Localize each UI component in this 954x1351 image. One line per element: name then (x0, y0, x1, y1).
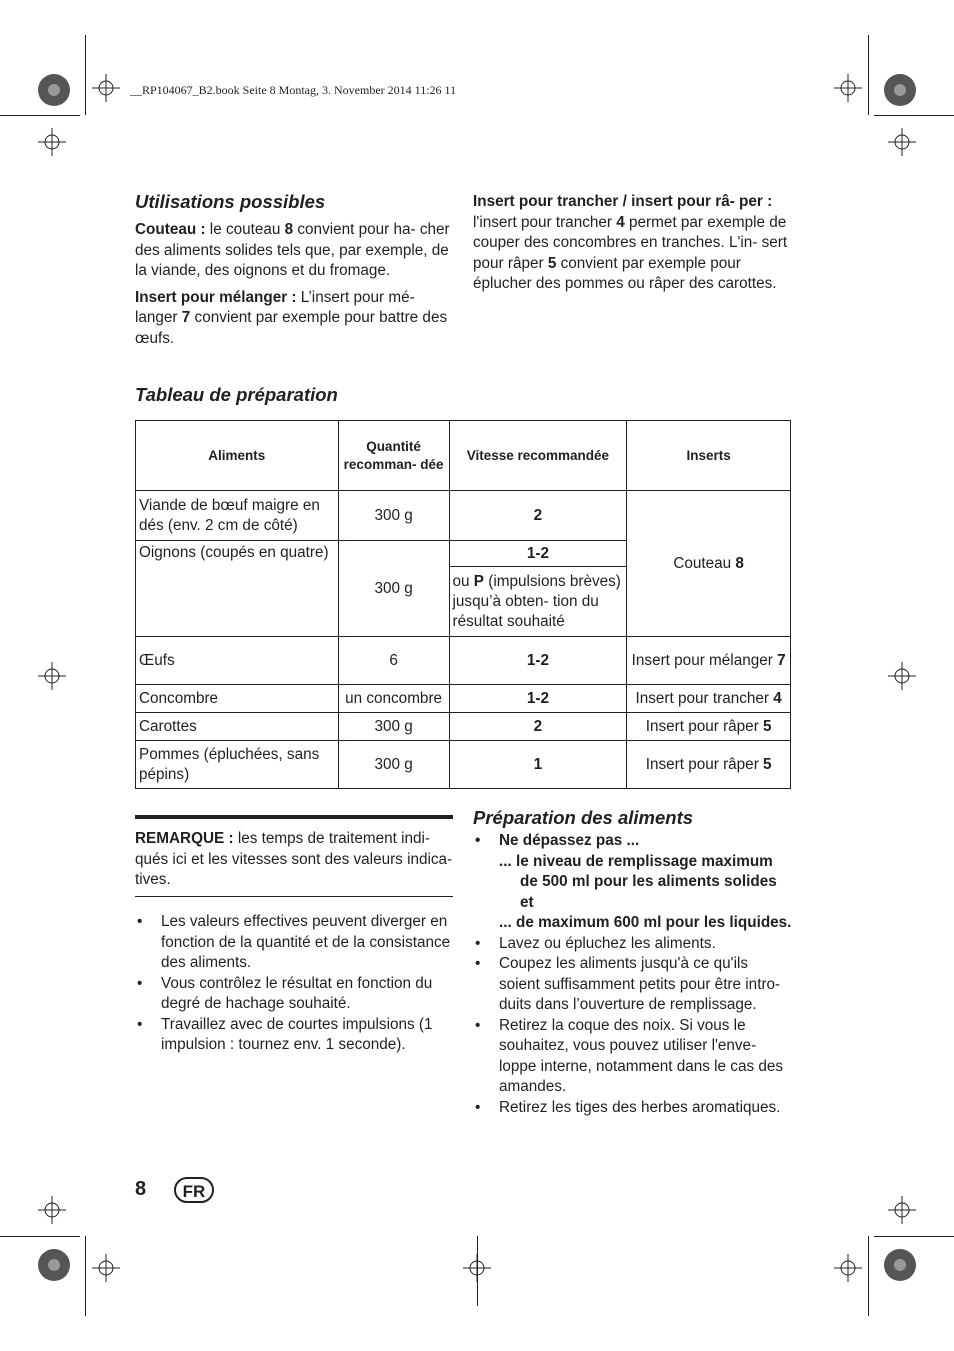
crosshair-icon (888, 662, 916, 690)
quantity-cell: 300 g (338, 491, 449, 541)
slicer-heading: Insert pour trancher / insert pour râ- per : (473, 193, 773, 210)
crosshair-icon (38, 1196, 66, 1224)
food-cell: Œufs (136, 637, 339, 685)
table-title: Tableau de préparation (135, 384, 338, 405)
header-food: Aliments (136, 421, 339, 491)
note-bullet-list (135, 912, 455, 1056)
registration-wheel-icon (36, 1247, 72, 1283)
warning-line: ... de maximum 600 ml pour les liquides. (499, 914, 792, 931)
page-number: 8 (135, 1178, 147, 1200)
crosshair-icon (38, 662, 66, 690)
preparation-table (135, 420, 791, 789)
table-row (136, 685, 791, 713)
insert-cell: Insert pour mélanger 7 (627, 637, 791, 685)
prep-section (473, 807, 793, 1118)
speed-cell: 1-2 (449, 637, 627, 685)
print-header: __RP104067_B2.book Seite 8 Montag, 3. November 2014 11:26 11 (130, 83, 457, 97)
crop-mark (874, 1236, 954, 1237)
note-box (135, 829, 453, 891)
table-header-row (136, 421, 791, 491)
knife-paragraph: Couteau : le couteau 8 convient pour ha- cher des aliments solides tels que, par exemple, de la viande, des oignons et du fromage. (135, 221, 450, 279)
table-row (136, 741, 791, 789)
registration-wheel-icon (882, 1247, 918, 1283)
speed-cell: 2 (449, 491, 627, 541)
list-item: • Lavez ou épluchez les aliments. (473, 934, 793, 955)
insert-cell: Insert pour râper 5 (627, 713, 791, 741)
quantity-cell: 6 (338, 637, 449, 685)
speed-cell: 1-2 (449, 541, 627, 567)
quantity-cell: 300 g (338, 541, 449, 637)
crosshair-icon (38, 128, 66, 156)
prep-bullet-list (473, 831, 793, 1118)
registration-wheel-icon (882, 72, 918, 108)
crop-mark (874, 115, 954, 116)
list-item: • Vous contrôlez le résultat en fonction du degré de hachage souhaité. (135, 974, 455, 1015)
insert-cell: Insert pour trancher 4 (627, 685, 791, 713)
crosshair-icon (834, 74, 862, 102)
uses-title: Utilisations possibles (135, 191, 326, 212)
crosshair-icon (463, 1254, 491, 1282)
note-text: REMARQUE : les temps de traitement indi- qués ici et les vitesses sont des valeurs indica- tives. (135, 830, 453, 888)
food-cell: Concombre (136, 685, 339, 713)
list-item: • Ne dépassez pas ... (473, 831, 793, 852)
insert-cell: Couteau 8 (627, 491, 791, 637)
table-row (136, 637, 791, 685)
header-speed: Vitesse recommandée (449, 421, 627, 491)
crosshair-icon (888, 128, 916, 156)
list-item: • Travaillez avec de courtes impulsions (1 impulsion : tournez env. 1 seconde). (135, 1015, 455, 1056)
header-quantity: Quantité recomman- dée (338, 421, 449, 491)
quantity-cell: 300 g (338, 741, 449, 789)
slicer-paragraph: l'insert pour trancher 4 permet par exemple de couper des concombres en tranches. L'in- sert pour râper 5 convient par exemple pour éplucher des pommes ou râper des carottes. (473, 213, 788, 292)
crosshair-icon (92, 74, 120, 102)
registration-wheel-icon (36, 72, 72, 108)
list-item: • Les valeurs effectives peuvent diverger en fonction de la quantité et de la consistance des aliments. (135, 912, 455, 974)
food-cell: Carottes (136, 713, 339, 741)
quantity-cell: un concombre (338, 685, 449, 713)
crosshair-icon (92, 1254, 120, 1282)
crop-mark (0, 1236, 80, 1237)
crop-mark (868, 35, 869, 115)
crosshair-icon (834, 1254, 862, 1282)
crosshair-icon (888, 1196, 916, 1224)
crop-mark (85, 1236, 86, 1316)
insert-cell: Insert pour râper 5 (627, 741, 791, 789)
food-cell: Pommes (épluchées, sans pépins) (136, 741, 339, 789)
uses-section (135, 191, 455, 349)
food-cell: Viande de bœuf maigre en dés (env. 2 cm de côté) (136, 491, 339, 541)
header-inserts: Inserts (627, 421, 791, 491)
list-item: • Coupez les aliments jusqu'à ce qu'ils soient suffisamment petits pour être intro- duits dans l’ouverture de remplissage. (473, 954, 793, 1016)
speed-cell: 1 (449, 741, 627, 789)
note-top-rule (135, 815, 453, 819)
list-item: • Retirez la coque des noix. Si vous le souhaitez, vous pouvez utiliser l'enve- loppe interne, notamment dans le cas des amandes. (473, 1016, 793, 1098)
speed-alt-cell: ou P (impulsions brèves) jusqu’à obten- tion du résultat souhaité (449, 567, 627, 637)
mixer-paragraph: Insert pour mélanger : L’insert pour mé- langer 7 convient par exemple pour battre des œufs. (135, 288, 448, 347)
slicer-section (473, 192, 793, 295)
crop-mark (868, 1236, 869, 1316)
warning-line: ... le niveau de remplissage maximum de 500 ml pour les aliments solides et (499, 852, 777, 911)
prep-title: Préparation des aliments (473, 807, 694, 828)
speed-cell: 2 (449, 713, 627, 741)
list-item: • Retirez les tiges des herbes aromatiques. (473, 1098, 793, 1119)
crop-mark (85, 35, 86, 115)
food-cell: Oignons (coupés en quatre) (136, 541, 339, 637)
speed-cell: 1-2 (449, 685, 627, 713)
crop-mark (0, 115, 80, 116)
table-row (136, 713, 791, 741)
note-bottom-rule (135, 896, 453, 897)
language-badge: FR (174, 1177, 214, 1203)
table-row (136, 491, 791, 541)
quantity-cell: 300 g (338, 713, 449, 741)
